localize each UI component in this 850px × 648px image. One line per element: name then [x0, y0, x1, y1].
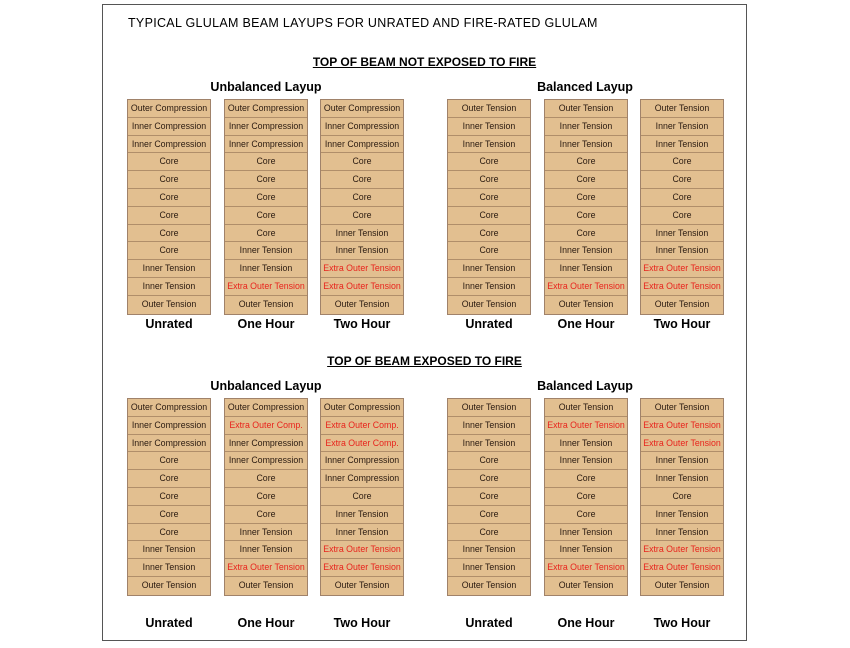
lamination: Core — [225, 488, 307, 506]
lamination: Outer Tension — [334, 298, 390, 309]
lamination: Outer Compression — [128, 100, 210, 118]
lamination: Core — [545, 153, 627, 171]
lamination: Outer Tension — [448, 100, 530, 118]
lamination: Outer Compression — [321, 100, 403, 118]
lamination: Inner Tension — [545, 260, 627, 278]
lamination: Inner Tension — [545, 118, 627, 136]
layup-group-title: Balanced Layup — [537, 80, 633, 94]
lamination: Outer Tension — [334, 579, 390, 590]
lamination: Core — [321, 488, 403, 506]
extra-lamination: Extra Outer Tension — [321, 559, 403, 577]
lamination: Core — [641, 488, 723, 506]
lamination: Inner Tension — [128, 559, 210, 577]
fire-rating-label: One Hour — [557, 317, 615, 331]
lamination: Inner Tension — [641, 506, 723, 524]
lamination: Inner Tension — [545, 524, 627, 542]
lamination: Core — [128, 189, 210, 207]
lamination: Inner Compression — [225, 452, 307, 470]
extra-lamination: Extra Outer Tension — [641, 278, 723, 296]
lamination: Core — [448, 470, 530, 488]
lamination: Core — [448, 242, 530, 260]
lamination: Inner Compression — [321, 470, 403, 488]
lamination: Core — [448, 452, 530, 470]
lamination: Core — [321, 207, 403, 225]
fire-rating-label: Unrated — [465, 317, 513, 331]
lamination: Core — [225, 506, 307, 524]
beam-layup-column — [544, 99, 628, 315]
lamination: Core — [545, 171, 627, 189]
lamination: Outer Tension — [238, 579, 294, 590]
lamination: Outer Compression — [321, 399, 403, 417]
extra-lamination: Extra Outer Tension — [545, 278, 627, 296]
fire-rating-label: One Hour — [237, 317, 295, 331]
lamination: Core — [448, 207, 530, 225]
beam-layup-column — [320, 99, 404, 315]
layup-group-title: Unbalanced Layup — [210, 80, 322, 94]
lamination: Inner Tension — [225, 242, 307, 260]
lamination: Outer Tension — [641, 100, 723, 118]
lamination: Inner Compression — [128, 136, 210, 154]
lamination: Inner Tension — [641, 470, 723, 488]
lamination: Outer Tension — [654, 298, 710, 309]
fire-rating-label: Two Hour — [653, 616, 711, 630]
lamination: Core — [545, 488, 627, 506]
extra-lamination: Extra Outer Tension — [545, 417, 627, 435]
beam-layup-column — [320, 398, 404, 596]
lamination: Inner Tension — [225, 260, 307, 278]
lamination: Core — [545, 225, 627, 243]
lamination: Inner Compression — [225, 118, 307, 136]
lamination: Inner Tension — [641, 136, 723, 154]
lamination: Outer Tension — [238, 298, 294, 309]
lamination: Core — [641, 189, 723, 207]
beam-layup-column — [447, 99, 531, 315]
fire-rating-label: One Hour — [237, 616, 295, 630]
lamination: Inner Tension — [448, 260, 530, 278]
fire-rating-label: Two Hour — [333, 616, 391, 630]
lamination: Outer Tension — [461, 298, 517, 309]
extra-lamination: Extra Outer Tension — [641, 435, 723, 453]
extra-lamination: Extra Outer Comp. — [225, 417, 307, 435]
lamination: Outer Tension — [545, 100, 627, 118]
lamination: Core — [128, 506, 210, 524]
lamination: Inner Tension — [448, 541, 530, 559]
fire-rating-label: Unrated — [145, 317, 193, 331]
extra-lamination: Extra Outer Tension — [641, 417, 723, 435]
beam-layup-column — [127, 99, 211, 315]
lamination: Inner Tension — [321, 524, 403, 542]
fire-rating-label: One Hour — [557, 616, 615, 630]
lamination: Outer Tension — [654, 579, 710, 590]
lamination: Core — [225, 225, 307, 243]
lamination: Core — [641, 207, 723, 225]
lamination: Inner Tension — [448, 278, 530, 296]
lamination: Core — [321, 189, 403, 207]
lamination: Core — [128, 171, 210, 189]
lamination: Outer Compression — [128, 399, 210, 417]
lamination: Outer Tension — [558, 579, 614, 590]
lamination: Outer Tension — [448, 399, 530, 417]
lamination: Core — [128, 242, 210, 260]
lamination: Inner Tension — [225, 524, 307, 542]
layup-group-title: Unbalanced Layup — [210, 379, 322, 393]
lamination: Inner Compression — [128, 118, 210, 136]
lamination: Inner Compression — [321, 452, 403, 470]
section-title: TOP OF BEAM EXPOSED TO FIRE — [327, 354, 522, 368]
lamination: Core — [321, 153, 403, 171]
lamination: Core — [225, 189, 307, 207]
lamination: Inner Tension — [641, 452, 723, 470]
lamination: Core — [545, 470, 627, 488]
extra-lamination: Extra Outer Tension — [225, 278, 307, 296]
beam-layup-column — [544, 398, 628, 596]
extra-lamination: Extra Outer Comp. — [321, 417, 403, 435]
lamination: Core — [225, 470, 307, 488]
lamination: Inner Tension — [128, 260, 210, 278]
lamination: Core — [128, 207, 210, 225]
layup-group-title: Balanced Layup — [537, 379, 633, 393]
lamination: Inner Tension — [225, 541, 307, 559]
lamination: Outer Compression — [225, 100, 307, 118]
section-title: TOP OF BEAM NOT EXPOSED TO FIRE — [312, 55, 537, 69]
lamination: Inner Tension — [321, 242, 403, 260]
lamination: Inner Compression — [225, 136, 307, 154]
lamination: Inner Tension — [545, 136, 627, 154]
lamination: Core — [225, 153, 307, 171]
lamination: Core — [641, 153, 723, 171]
lamination: Inner Tension — [641, 524, 723, 542]
fire-rating-label: Unrated — [145, 616, 193, 630]
lamination: Core — [448, 171, 530, 189]
lamination: Core — [448, 506, 530, 524]
lamination: Core — [128, 488, 210, 506]
lamination: Inner Tension — [641, 225, 723, 243]
lamination: Core — [545, 207, 627, 225]
extra-lamination: Extra Outer Tension — [321, 260, 403, 278]
lamination: Inner Tension — [641, 118, 723, 136]
lamination: Inner Tension — [128, 541, 210, 559]
lamination: Inner Compression — [321, 118, 403, 136]
extra-lamination: Extra Outer Tension — [321, 541, 403, 559]
lamination: Core — [641, 171, 723, 189]
lamination: Core — [448, 488, 530, 506]
lamination: Inner Tension — [545, 452, 627, 470]
beam-layup-column — [127, 398, 211, 596]
lamination: Core — [448, 189, 530, 207]
extra-lamination: Extra Outer Tension — [321, 278, 403, 296]
lamination: Outer Tension — [141, 579, 197, 590]
lamination: Inner Tension — [448, 435, 530, 453]
lamination: Core — [225, 171, 307, 189]
lamination: Inner Tension — [448, 559, 530, 577]
lamination: Core — [448, 524, 530, 542]
lamination: Inner Compression — [225, 435, 307, 453]
beam-layup-column — [640, 99, 724, 315]
lamination: Core — [128, 470, 210, 488]
extra-lamination: Extra Outer Tension — [225, 559, 307, 577]
beam-layup-column — [447, 398, 531, 596]
lamination: Core — [545, 506, 627, 524]
figure-title: TYPICAL GLULAM BEAM LAYUPS FOR UNRATED AND FIRE-RATED GLULAM — [128, 16, 598, 30]
lamination: Inner Compression — [128, 417, 210, 435]
lamination: Inner Tension — [321, 225, 403, 243]
extra-lamination: Extra Outer Tension — [545, 559, 627, 577]
lamination: Core — [128, 225, 210, 243]
lamination: Outer Tension — [461, 579, 517, 590]
lamination: Core — [225, 207, 307, 225]
lamination: Core — [448, 225, 530, 243]
beam-layup-column — [224, 99, 308, 315]
lamination: Outer Tension — [641, 399, 723, 417]
lamination: Core — [448, 153, 530, 171]
lamination: Core — [545, 189, 627, 207]
lamination: Outer Tension — [141, 298, 197, 309]
lamination: Inner Compression — [128, 435, 210, 453]
lamination: Outer Compression — [225, 399, 307, 417]
lamination: Core — [128, 524, 210, 542]
lamination: Inner Compression — [321, 136, 403, 154]
lamination: Core — [321, 171, 403, 189]
beam-layup-column — [640, 398, 724, 596]
lamination: Inner Tension — [128, 278, 210, 296]
lamination: Core — [128, 452, 210, 470]
extra-lamination: Extra Outer Tension — [641, 559, 723, 577]
extra-lamination: Extra Outer Comp. — [321, 435, 403, 453]
lamination: Inner Tension — [448, 417, 530, 435]
lamination: Inner Tension — [641, 242, 723, 260]
lamination: Inner Tension — [545, 541, 627, 559]
beam-layup-column — [224, 398, 308, 596]
lamination: Inner Tension — [321, 506, 403, 524]
fire-rating-label: Two Hour — [333, 317, 391, 331]
lamination: Core — [128, 153, 210, 171]
lamination: Inner Tension — [545, 435, 627, 453]
lamination: Outer Tension — [558, 298, 614, 309]
fire-rating-label: Two Hour — [653, 317, 711, 331]
fire-rating-label: Unrated — [465, 616, 513, 630]
lamination: Outer Tension — [545, 399, 627, 417]
extra-lamination: Extra Outer Tension — [641, 541, 723, 559]
lamination: Inner Tension — [448, 136, 530, 154]
lamination: Inner Tension — [545, 242, 627, 260]
extra-lamination: Extra Outer Tension — [641, 260, 723, 278]
lamination: Inner Tension — [448, 118, 530, 136]
